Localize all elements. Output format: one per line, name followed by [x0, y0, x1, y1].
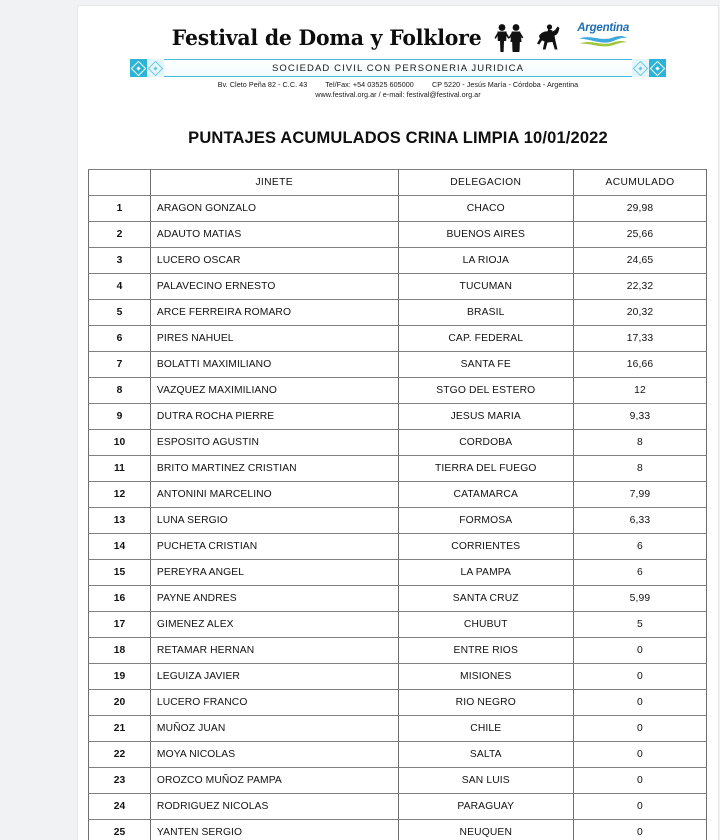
cell-acumulado: 29,98 — [573, 195, 706, 221]
cell-delegacion: CORDOBA — [398, 429, 573, 455]
cell-position: 18 — [89, 637, 151, 663]
table-row — [89, 533, 707, 559]
cell-delegacion: PARAGUAY — [398, 793, 573, 819]
table-row — [89, 637, 707, 663]
cell-acumulado: 0 — [573, 663, 706, 689]
horse-rider-icon — [535, 23, 565, 53]
cell-delegacion: JESUS MARIA — [398, 403, 573, 429]
table-row — [89, 689, 707, 715]
cell-position: 25 — [89, 819, 151, 840]
cell-delegacion: BRASIL — [398, 299, 573, 325]
letterhead-contact-block — [130, 80, 666, 101]
argentina-wave-icon — [577, 34, 629, 49]
cell-acumulado: 17,33 — [573, 325, 706, 351]
cell-position: 6 — [89, 325, 151, 351]
cell-acumulado: 25,66 — [573, 221, 706, 247]
cell-jinete: VAZQUEZ MAXIMILIANO — [150, 377, 398, 403]
scores-table — [88, 169, 707, 840]
cell-acumulado: 5,99 — [573, 585, 706, 611]
table-row — [89, 611, 707, 637]
table-row — [89, 351, 707, 377]
cell-delegacion: CATAMARCA — [398, 481, 573, 507]
society-banner — [130, 59, 666, 77]
cell-position: 21 — [89, 715, 151, 741]
cell-jinete: MOYA NICOLAS — [150, 741, 398, 767]
cell-acumulado: 6,33 — [573, 507, 706, 533]
cell-acumulado: 0 — [573, 793, 706, 819]
cell-delegacion: RIO NEGRO — [398, 689, 573, 715]
cell-jinete: GIMENEZ ALEX — [150, 611, 398, 637]
contact-line-2 — [130, 90, 666, 100]
table-row — [89, 793, 707, 819]
cell-position: 17 — [89, 611, 151, 637]
letterhead — [130, 18, 666, 101]
cell-delegacion: CAP. FEDERAL — [398, 325, 573, 351]
cell-delegacion: BUENOS AIRES — [398, 221, 573, 247]
cell-jinete: DUTRA ROCHA PIERRE — [150, 403, 398, 429]
cell-jinete: BOLATTI MAXIMILIANO — [150, 351, 398, 377]
table-row — [89, 273, 707, 299]
cell-delegacion: TIERRA DEL FUEGO — [398, 455, 573, 481]
argentina-brand-mark — [577, 23, 629, 50]
cell-acumulado: 0 — [573, 819, 706, 840]
cell-acumulado: 0 — [573, 637, 706, 663]
table-header — [89, 169, 707, 195]
column-header-position — [89, 169, 151, 195]
cell-position: 13 — [89, 507, 151, 533]
cell-acumulado: 0 — [573, 741, 706, 767]
cell-jinete: MUÑOZ JUAN — [150, 715, 398, 741]
cell-position: 1 — [89, 195, 151, 221]
cell-delegacion: TUCUMAN — [398, 273, 573, 299]
cell-acumulado: 0 — [573, 689, 706, 715]
letterhead-top-row — [130, 18, 666, 56]
cell-delegacion: SANTA FE — [398, 351, 573, 377]
cell-position: 5 — [89, 299, 151, 325]
folk-dancers-icon — [494, 23, 534, 53]
table-row — [89, 767, 707, 793]
cell-acumulado: 6 — [573, 533, 706, 559]
table-row — [89, 455, 707, 481]
table-row — [89, 715, 707, 741]
cell-jinete: OROZCO MUÑOZ PAMPA — [150, 767, 398, 793]
cell-position: 20 — [89, 689, 151, 715]
cell-jinete: RETAMAR HERNAN — [150, 637, 398, 663]
cell-acumulado: 0 — [573, 767, 706, 793]
banner-diamond-icon — [632, 59, 649, 77]
page-title: PUNTAJES ACUMULADOS CRINA LIMPIA 10/01/2022 — [188, 128, 608, 147]
cell-jinete: PALAVECINO ERNESTO — [150, 273, 398, 299]
cell-position: 11 — [89, 455, 151, 481]
table-row — [89, 247, 707, 273]
cell-acumulado: 12 — [573, 377, 706, 403]
cell-delegacion: SAN LUIS — [398, 767, 573, 793]
cell-acumulado: 20,32 — [573, 299, 706, 325]
cell-position: 19 — [89, 663, 151, 689]
cell-position: 15 — [89, 559, 151, 585]
banner-cap-left — [130, 59, 164, 77]
cell-delegacion: FORMOSA — [398, 507, 573, 533]
table-header-row — [89, 169, 707, 195]
phone-fax: Tel/Fax: +54 03525 605000 — [325, 80, 414, 89]
cell-jinete: BRITO MARTINEZ CRISTIAN — [150, 455, 398, 481]
cell-acumulado: 9,33 — [573, 403, 706, 429]
street-address: Bv. Cleto Peña 82 - C.C. 43 — [217, 80, 308, 89]
document-page — [78, 6, 718, 840]
table-row — [89, 325, 707, 351]
cell-jinete: PAYNE ANDRES — [150, 585, 398, 611]
table-row — [89, 481, 707, 507]
cell-position: 3 — [89, 247, 151, 273]
gaucho-dancers-icon — [494, 21, 565, 53]
cell-position: 22 — [89, 741, 151, 767]
table-row — [89, 507, 707, 533]
cell-delegacion: SALTA — [398, 741, 573, 767]
cell-jinete: LUCERO FRANCO — [150, 689, 398, 715]
cell-jinete: ANTONINI MARCELINO — [150, 481, 398, 507]
cell-position: 14 — [89, 533, 151, 559]
cell-delegacion: ENTRE RIOS — [398, 637, 573, 663]
banner-cap-right — [632, 59, 666, 77]
cell-acumulado: 8 — [573, 429, 706, 455]
table-row — [89, 585, 707, 611]
banner-diamond-icon — [649, 59, 666, 77]
cell-acumulado: 22,32 — [573, 273, 706, 299]
table-row — [89, 299, 707, 325]
cell-delegacion: MISIONES — [398, 663, 573, 689]
cell-acumulado: 24,65 — [573, 247, 706, 273]
society-banner-label: SOCIEDAD CIVIL CON PERSONERIA JURIDICA — [271, 62, 525, 74]
cell-position: 12 — [89, 481, 151, 507]
cell-jinete: ARAGON GONZALO — [150, 195, 398, 221]
cell-position: 16 — [89, 585, 151, 611]
cell-delegacion: SANTA CRUZ — [398, 585, 573, 611]
cell-jinete: ARCE FERREIRA ROMARO — [150, 299, 398, 325]
table-body — [89, 195, 707, 840]
cell-delegacion: LA RIOJA — [398, 247, 573, 273]
cell-jinete: PUCHETA CRISTIAN — [150, 533, 398, 559]
cell-acumulado: 7,99 — [573, 481, 706, 507]
cell-position: 7 — [89, 351, 151, 377]
cell-acumulado: 0 — [573, 715, 706, 741]
cell-jinete: LUCERO OSCAR — [150, 247, 398, 273]
cell-jinete: ADAUTO MATIAS — [150, 221, 398, 247]
cell-jinete: PEREYRA ANGEL — [150, 559, 398, 585]
table-row — [89, 377, 707, 403]
banner-diamond-icon — [130, 59, 147, 77]
banner-diamond-icon — [147, 59, 164, 77]
argentina-brand-label: Argentina — [577, 21, 630, 34]
cell-position: 4 — [89, 273, 151, 299]
cell-delegacion: CHILE — [398, 715, 573, 741]
cell-acumulado: 6 — [573, 559, 706, 585]
cell-jinete: LUNA SERGIO — [150, 507, 398, 533]
table-row — [89, 663, 707, 689]
cell-acumulado: 8 — [573, 455, 706, 481]
cell-delegacion: CHUBUT — [398, 611, 573, 637]
web-email: www.festival.org.ar / e-mail: festival@festival.org.ar — [315, 90, 481, 100]
cell-delegacion: NEUQUEN — [398, 819, 573, 840]
cell-acumulado: 16,66 — [573, 351, 706, 377]
cell-acumulado: 5 — [573, 611, 706, 637]
table-row — [89, 819, 707, 840]
cell-position: 24 — [89, 793, 151, 819]
cell-delegacion: CHACO — [398, 195, 573, 221]
column-header-jinete: JINETE — [150, 169, 398, 195]
table-row — [89, 195, 707, 221]
cell-jinete: YANTEN SERGIO — [150, 819, 398, 840]
contact-line-1 — [130, 80, 666, 90]
table-row — [89, 429, 707, 455]
column-header-delegacion: DELEGACION — [398, 169, 573, 195]
column-header-acumulado: ACUMULADO — [573, 169, 706, 195]
table-row — [89, 741, 707, 767]
cell-position: 10 — [89, 429, 151, 455]
scores-table-container — [88, 169, 707, 840]
cell-jinete: LEGUIZA JAVIER — [150, 663, 398, 689]
cell-position: 23 — [89, 767, 151, 793]
cell-position: 8 — [89, 377, 151, 403]
cell-position: 2 — [89, 221, 151, 247]
city-location: CP 5220 - Jesús María - Córdoba - Argentina — [431, 80, 579, 89]
cell-delegacion: CORRIENTES — [398, 533, 573, 559]
table-row — [89, 403, 707, 429]
table-row — [89, 221, 707, 247]
table-row — [89, 559, 707, 585]
cell-jinete: ESPOSITO AGUSTIN — [150, 429, 398, 455]
cell-jinete: RODRIGUEZ NICOLAS — [150, 793, 398, 819]
cell-delegacion: LA PAMPA — [398, 559, 573, 585]
festival-title: Festival de Doma y Folklore — [171, 24, 482, 50]
cell-position: 9 — [89, 403, 151, 429]
cell-jinete: PIRES NAHUEL — [150, 325, 398, 351]
cell-delegacion: STGO DEL ESTERO — [398, 377, 573, 403]
